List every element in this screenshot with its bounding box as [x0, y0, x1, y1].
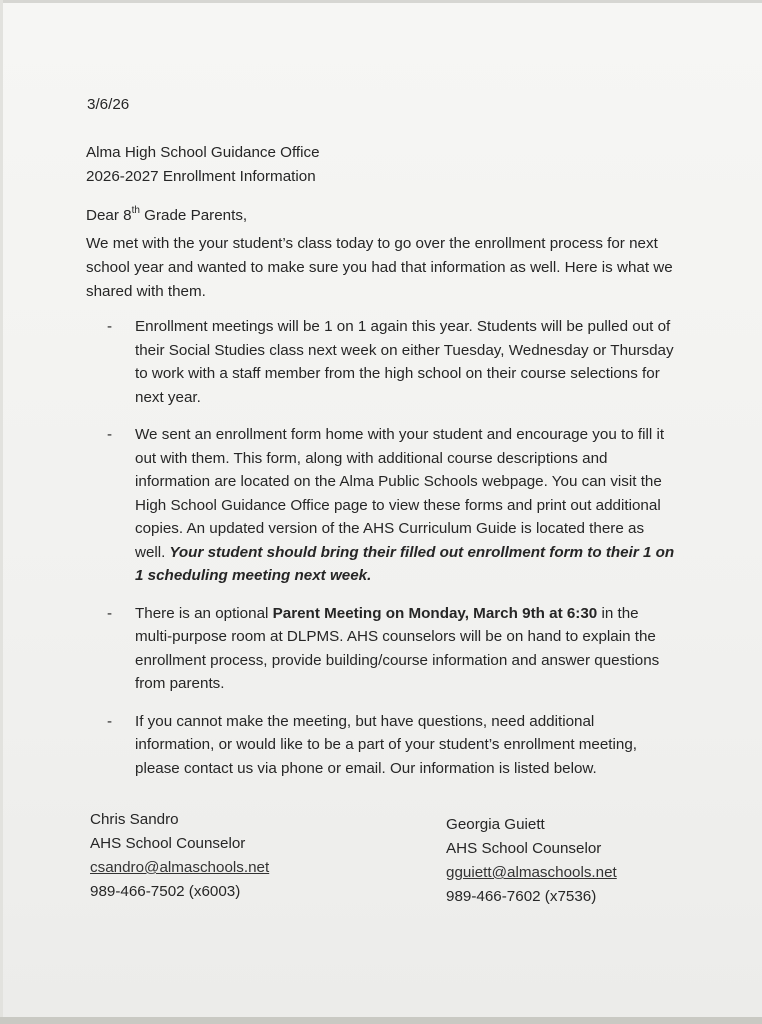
contact-block-guiett	[446, 813, 617, 909]
contact-block-sandro	[90, 808, 269, 904]
bullet-dash: -	[107, 426, 113, 443]
header-subject: 2026-2027 Enrollment Information	[86, 168, 316, 185]
letter-header	[86, 141, 320, 189]
bullet-text-parent-meeting: Parent Meeting on Monday, March 9th at 6:30	[272, 604, 598, 622]
list-item	[105, 315, 677, 409]
bullet-text-form: We sent an enrollment form home with your student and encourage you to fill it out with them. This form, along with additional course descriptions and information are located on the Alma Public Schools webpage. You can visit the High School Guidance Office page to view these forms and print out additional copies. An updated version of the AHS Curriculum Guide is located there as well.	[135, 426, 665, 561]
paper-edge-bottom	[0, 1017, 762, 1024]
header-office: Alma High School Guidance Office	[86, 144, 320, 161]
greeting-post: Grade Parents,	[139, 207, 248, 225]
contact-email-link[interactable]: csandro@almaschools.net	[90, 859, 270, 876]
list-item	[105, 602, 677, 696]
bullet-text-meetings: Enrollment meetings will be 1 on 1 again this year. Students will be pulled out of their Social Studies class next week on either Tuesday, Wednesday or Thursday to work with a staff member from the high school on their course selections for next year.	[135, 318, 674, 406]
bullet-text-parent-pre: There is an optional	[135, 604, 273, 622]
bullet-dash: -	[107, 712, 113, 730]
paper-edge-left	[0, 0, 3, 1024]
bullet-text-parent-post: in the multi-purpose room at DLPMS. AHS counselors will be on hand to explain the enrollment process, provide building/course information and answer questions from parents.	[135, 604, 660, 692]
letter-date: 3/6/26	[87, 96, 130, 113]
list-item	[105, 710, 677, 781]
bullet-dash: -	[107, 604, 113, 622]
greeting-pre: Dear 8	[86, 207, 132, 225]
bullet-text-contact: If you cannot make the meeting, but have questions, need additional information, or would like to be a part of your student’s enrollment meeting, please contact us via phone or email. Our information is listed below.	[135, 712, 638, 777]
contact-title: AHS School Counselor	[446, 840, 602, 857]
contact-email-link[interactable]: gguiett@almaschools.net	[446, 864, 617, 881]
contact-phone: 989-466-7602 (x7536)	[446, 888, 597, 905]
intro-paragraph: We met with the your student’s class today to go over the enrollment process for next school year and wanted to make sure you had that information as well. Here is what we shared with them.	[86, 235, 673, 300]
greeting-sup: th	[131, 205, 140, 216]
list-item	[105, 423, 677, 588]
contact-title: AHS School Counselor	[90, 835, 246, 852]
contact-phone: 989-466-7502 (x6003)	[90, 883, 241, 900]
paper-edge-top	[0, 0, 762, 3]
greeting	[86, 200, 247, 228]
contact-name: Chris Sandro	[90, 811, 179, 828]
bullet-list	[105, 315, 677, 780]
contact-name: Georgia Guiett	[446, 816, 545, 833]
bullet-dash: -	[107, 318, 113, 335]
bullet-text-form-emphasis: Your student should bring their filled out enrollment form to their 1 on 1 scheduling meeting next week.	[135, 543, 675, 584]
